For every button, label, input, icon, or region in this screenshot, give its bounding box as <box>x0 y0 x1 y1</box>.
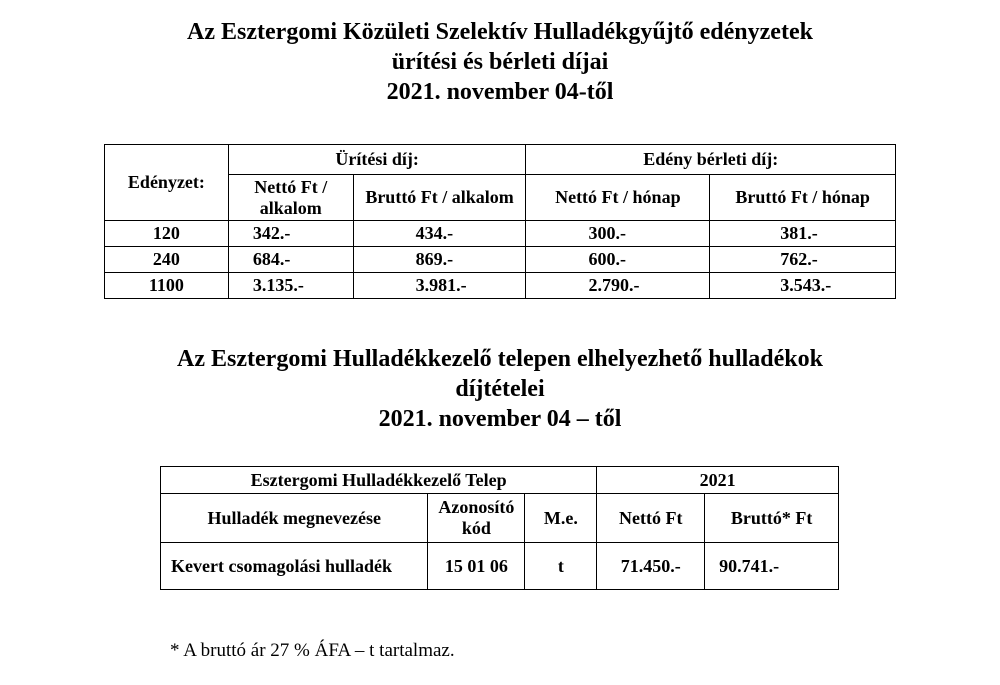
cell-brutto-honap: 762.- <box>710 247 896 273</box>
waste-fees-table <box>160 466 839 590</box>
header-brutto-honap: Bruttó Ft / hónap <box>710 175 896 221</box>
cell-netto-honap: 300.- <box>526 221 710 247</box>
section2-title-line-1: Az Esztergomi Hulladékkezelő telepen elhelyezhető hulladékok <box>177 346 823 372</box>
table-row <box>161 543 839 590</box>
footnote: * A bruttó ár 27 % ÁFA – t tartalmaz. <box>170 640 455 661</box>
cell-netto-honap: 2.790.- <box>526 273 710 299</box>
cell-megnevezes: Kevert csomagolási hulladék <box>161 543 428 590</box>
cell-netto-alkalom: 684.- <box>228 247 353 273</box>
section1-title-line-2: ürítési és bérleti díjai <box>391 49 609 75</box>
cell-edenyzet: 120 <box>105 221 229 247</box>
section2-title-line-2: díjtételei <box>455 376 545 402</box>
cell-netto: 71.450.- <box>597 543 705 590</box>
section2-title <box>0 344 1000 434</box>
cell-brutto-honap: 381.- <box>710 221 896 247</box>
table-row <box>105 221 896 247</box>
header-azonosito-kod: Azonosító kód <box>428 494 525 543</box>
header-telep: Esztergomi Hulladékkezelő Telep <box>161 467 597 494</box>
cell-brutto-honap: 3.543.- <box>710 273 896 299</box>
section1-title <box>0 17 1000 107</box>
header-megnevezes: Hulladék megnevezése <box>161 494 428 543</box>
section2-title-line-3: 2021. november 04 – től <box>378 406 622 432</box>
container-fees-table <box>104 144 896 299</box>
cell-brutto-alkalom: 3.981.- <box>353 273 526 299</box>
table-row <box>105 273 896 299</box>
cell-azonosito-kod: 15 01 06 <box>428 543 525 590</box>
cell-brutto: 90.741.- <box>705 543 839 590</box>
cell-netto-honap: 600.- <box>526 247 710 273</box>
header-brutto: Bruttó* Ft <box>705 494 839 543</box>
table-row <box>105 247 896 273</box>
cell-me: t <box>525 543 597 590</box>
cell-edenyzet: 1100 <box>105 273 229 299</box>
cell-netto-alkalom: 342.- <box>228 221 353 247</box>
header-netto-honap: Nettó Ft / hónap <box>526 175 710 221</box>
header-berleti-dij: Edény bérleti díj: <box>526 145 896 175</box>
cell-brutto-alkalom: 434.- <box>353 221 526 247</box>
cell-brutto-alkalom: 869.- <box>353 247 526 273</box>
header-netto: Nettó Ft <box>597 494 705 543</box>
cell-edenyzet: 240 <box>105 247 229 273</box>
header-year: 2021 <box>597 467 839 494</box>
header-me: M.e. <box>525 494 597 543</box>
header-brutto-alkalom: Bruttó Ft / alkalom <box>353 175 526 221</box>
section1-title-line-1: Az Esztergomi Közületi Szelektív Hulladékgyűjtő edényzetek <box>187 19 813 45</box>
cell-netto-alkalom: 3.135.- <box>228 273 353 299</box>
header-edenyzet: Edényzet: <box>105 145 229 221</box>
header-uritesi-dij: Ürítési díj: <box>228 145 526 175</box>
header-netto-alkalom: Nettó Ft / alkalom <box>228 175 353 221</box>
section1-title-line-3: 2021. november 04-től <box>386 79 614 105</box>
